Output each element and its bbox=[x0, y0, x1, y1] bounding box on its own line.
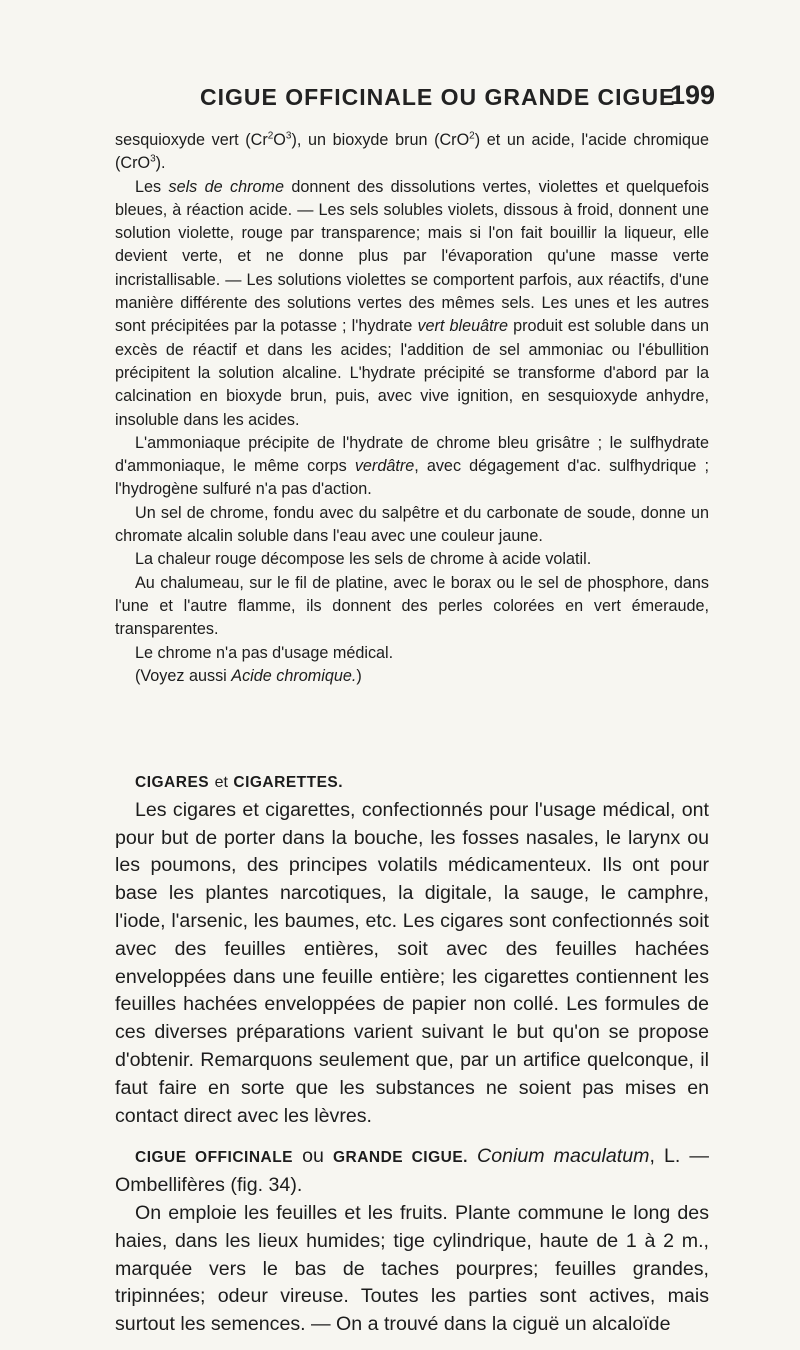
paragraph-medical-use: Le chrome n'a pas d'usage médical. bbox=[135, 643, 394, 662]
paragraph-saltpetre: Un sel de chrome, fondu avec du salpêtre et du carbonate de soude, donne un chromate alcalin soluble dans l'eau avec une couleur jaune. bbox=[115, 503, 709, 546]
entry-cigares-heading: CIGARES et CIGARETTES. bbox=[135, 774, 344, 791]
entry-cigue-body: On emploie les feuilles et les fruits. Plante commune le long des haies, dans les lieux humides; tige cylindrique, haute de 1 à 2 m., marquée vers le bas de taches pourpres; feuilles grandes, tripinnées; odeur vireuse. Toutes les parties sont actives, mais surtout les semences. — On a trouvé dans la ciguë un alcaloïde bbox=[115, 1201, 709, 1336]
headword-cigares: CIGARES bbox=[135, 774, 210, 791]
headword-cigarettes: CIGARETTES. bbox=[233, 774, 344, 791]
running-title: CIGUE OFFICINALE OU GRANDE CIGUE bbox=[200, 84, 676, 110]
paragraph-red-heat: La chaleur rouge décompose les sels de chrome à acide volatil. bbox=[135, 550, 592, 569]
latin-name: Conium maculatum bbox=[477, 1145, 650, 1168]
page-number: 199 bbox=[670, 80, 716, 110]
paragraph-chrome-salts: Les sels de chrome donnent des dissolutions vertes, violettes et quelquefois bleues, à réaction acide. — Les sels solubles violets, dissous à froid, donnent une solution violette, rouge par transparence; mais si l'on fait bouillir la liqueur, elle devient verte, et ne donne plus par l'évaporation qu'une masse verte incristallisable. — Les solutions violettes se comportent parfois, aux réactifs, d'une manière différente des solutions vertes des mêmes sels. Les unes et les autres sont précipitées par la potasse ; l'hydrate vert bleuâtre produit est soluble dans un excès de réactif et dans les acides; l'addition de sel ammoniac ou l'ébullition précipitent la solution alcaline. L'hydrate précipité se transforme d'abord par la calcination en bioxyde brun, puis, avec vive ignition, en sesquioxyde anhydre, insoluble dans les acides. bbox=[115, 177, 710, 429]
paragraph-ammonia: L'ammoniaque précipite de l'hydrate de chrome bleu grisâtre ; le sulfhydrate d'ammoniaque, le même corps verdâtre, avec dégagement d'ac. sulfhydrique ; l'hydrogène sulfuré n'a pas d'action. bbox=[115, 433, 709, 499]
paragraph-oxides: sesquioxyde vert $(Cr^2O^3)$, un bioxyde brun (CrO$^2$) et un acide, l'acide chromique (CrO$^3$). bbox=[115, 130, 709, 173]
chrome-entry-continuation bbox=[115, 129, 709, 688]
headword-cigue-officinale: CIGUE OFFICINALE bbox=[135, 1149, 294, 1167]
headword-grande-cigue: GRANDE CIGUE. bbox=[332, 1149, 468, 1167]
paragraph-blowpipe: Au chalumeau, sur le fil de platine, avec le borax ou le sel de phosphore, dans l'une et l'autre flamme, ils donnent des perles colorées en vert émeraude, transparentes. bbox=[115, 573, 709, 639]
paragraph-see-also: (Voyez aussi Acide chromique.) bbox=[135, 666, 362, 685]
entry-cigares-body: Les cigares et cigarettes, confectionnés pour l'usage médical, ont pour but de porter dans la bouche, les fosses nasales, le larynx ou les poumons, des principes volatils médicamenteux. Ils ont pour base les plantes narcotiques, la digitale, la sauge, le camphre, l'iode, l'arsenic, les baumes, etc. Les cigares sont confectionnés soit avec des feuilles entières, soit avec des feuilles hachées enveloppées dans une feuille entière; les cigarettes contiennent les feuilles hachées enveloppées de papier non collé. Les formules de ces diverses préparations varient suivant le but qu'on se propose d'obtenir. Remarquons seulement que, par un artifice quelconque, il faut faire en sorte que les substances ne soient pas mises en contact direct avec les lèvres. bbox=[115, 798, 709, 1127]
entry-cigue-heading: CIGUE OFFICINALE ou GRANDE CIGUE. Conium maculatum, L. — Ombellifères (fig. 34). bbox=[115, 1145, 709, 1197]
page-header bbox=[0, 80, 800, 120]
dictionary-entries bbox=[115, 768, 709, 1339]
